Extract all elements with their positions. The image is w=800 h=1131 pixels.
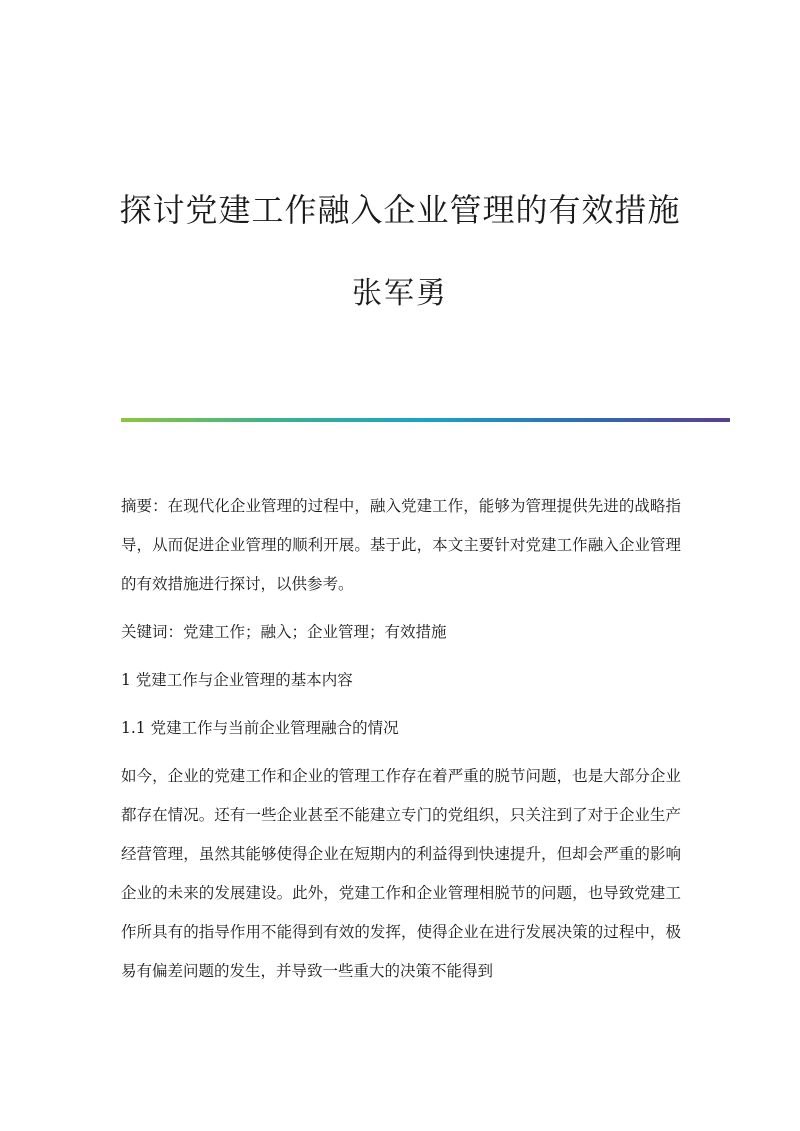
gradient-divider bbox=[121, 418, 730, 422]
abstract-paragraph: 摘要：在现代化企业管理的过程中，融入党建工作，能够为管理提供先进的战略指导，从而促进企业管理的顺利开展。基于此，本文主要针对党建工作融入企业管理的有效措施进行探讨，以供参考。 bbox=[121, 497, 681, 593]
document-body bbox=[121, 487, 681, 991]
section-heading: 1 党建工作与企业管理的基本内容 bbox=[121, 671, 353, 689]
body-paragraph: 如今，企业的党建工作和企业的管理工作存在着严重的脱节问题，也是大部分企业都存在情况。还有一些企业甚至不能建立专门的党组织，只关注到了对于企业生产经营管理，虽然其能够使得企业在短期内的利益得到快速提升，但却会严重的影响企业的未来的发展建设。此外，党建工作和企业管理相脱节的问题，也导致党建工作所具有的指导作用不能得到有效的发挥，使得企业在进行发展决策的过程中，极易有偏差问题的发生，并导致一些重大的决策不能得到 bbox=[121, 767, 681, 980]
author-name: 张军勇 bbox=[352, 276, 448, 311]
keywords-line: 关键词：党建工作；融入；企业管理；有效措施 bbox=[121, 623, 447, 641]
subsection-heading: 1.1 党建工作与当前企业管理融合的情况 bbox=[121, 719, 399, 737]
document-title: 探讨党建工作融入企业管理的有效措施 bbox=[119, 191, 681, 229]
